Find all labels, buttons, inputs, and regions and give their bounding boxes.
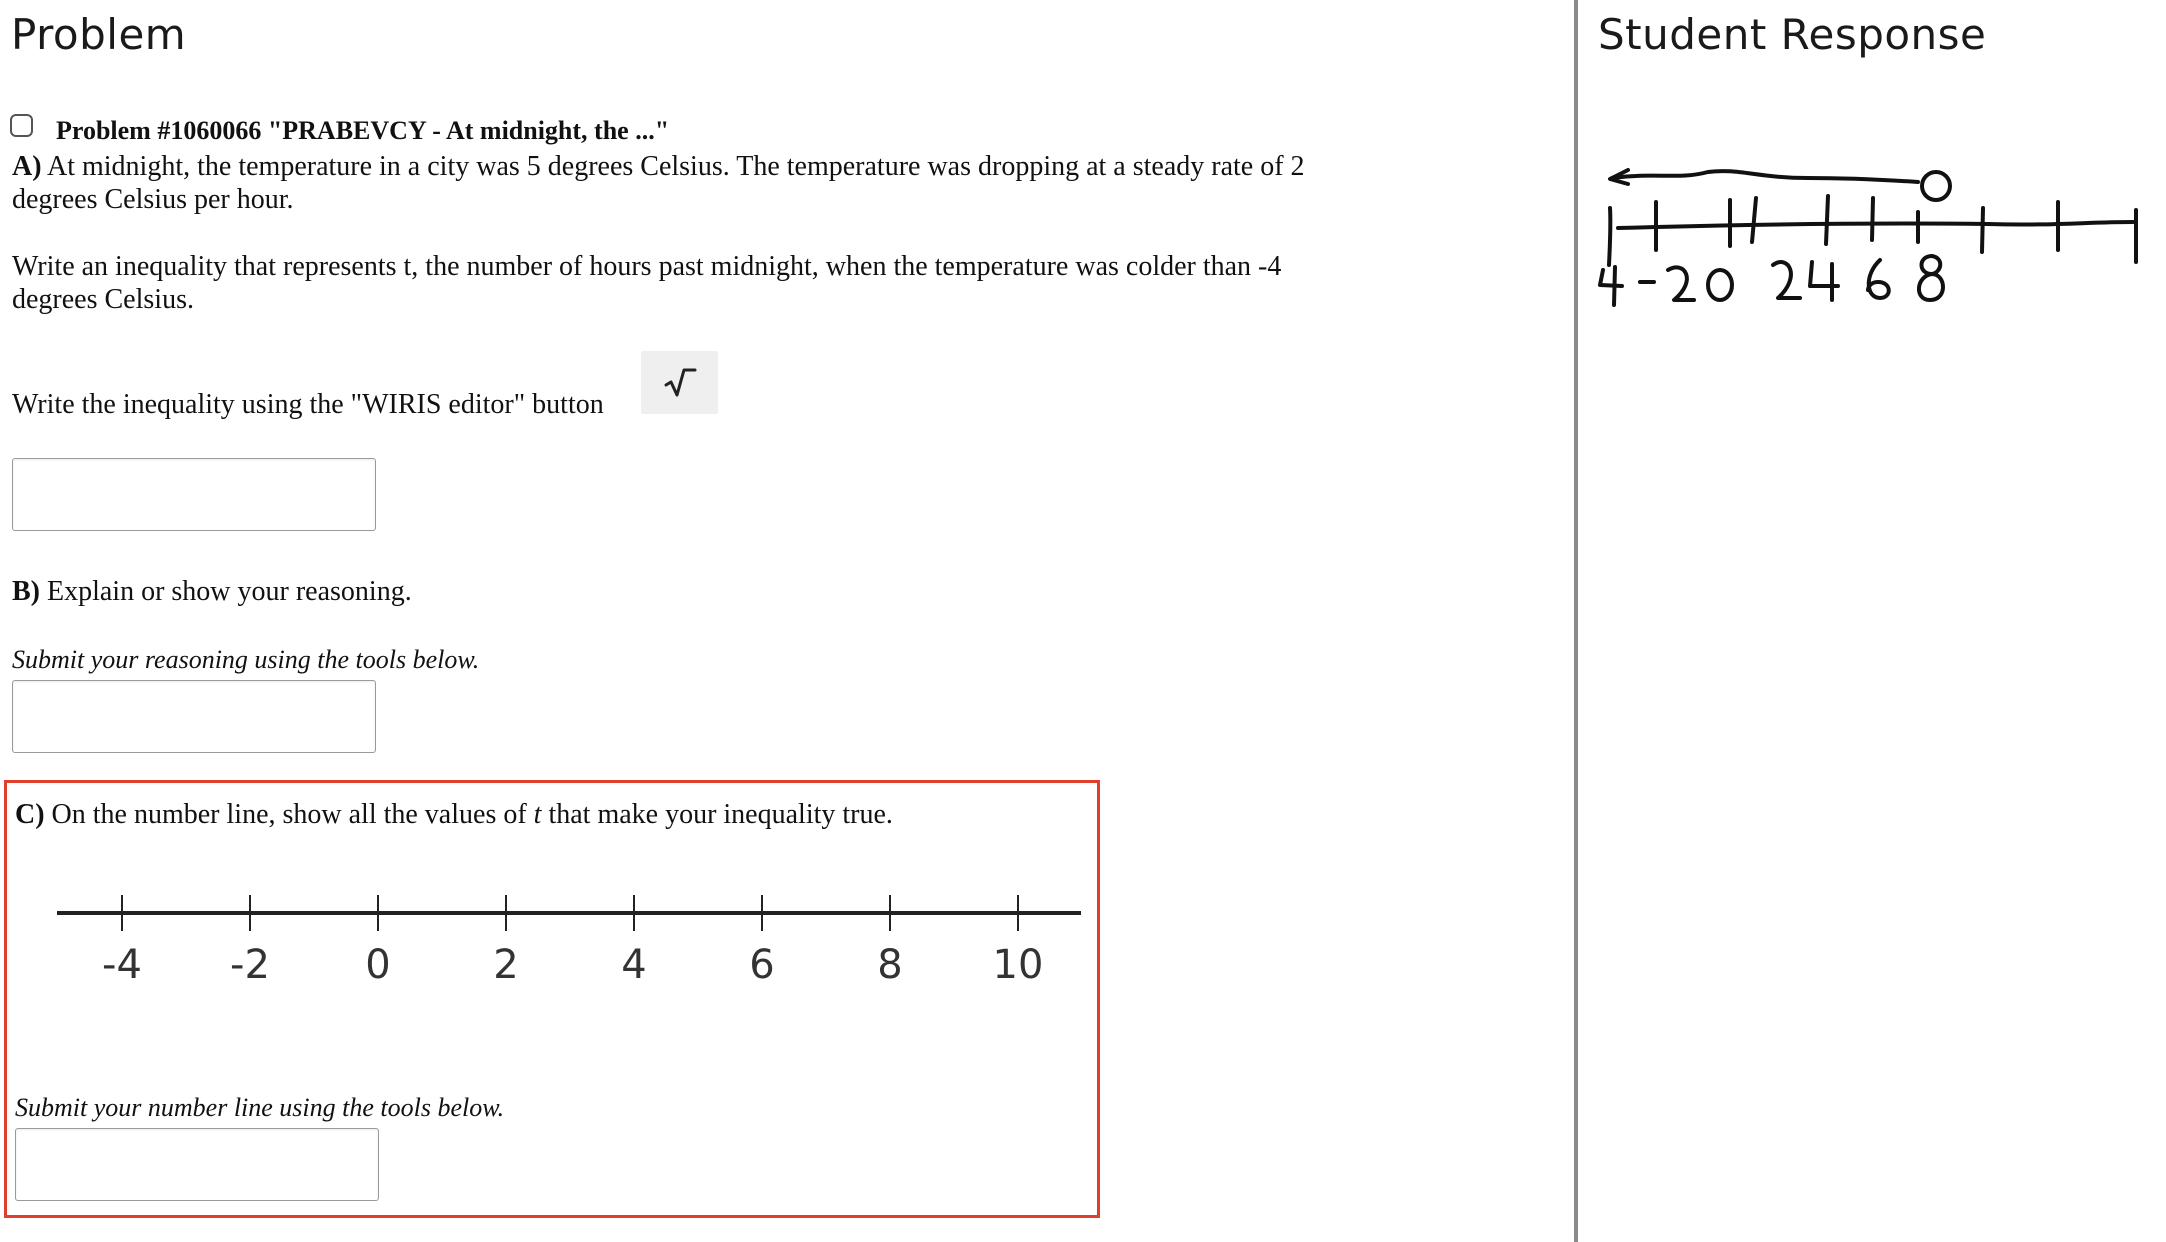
- part-c-label: C): [15, 799, 45, 830]
- part-c-text-after: that make your inequality true.: [541, 799, 893, 830]
- part-c-text-before: On the number line, show all the values of: [44, 799, 534, 830]
- number-line-tick-label: 2: [493, 942, 519, 988]
- part-a-text: [12, 150, 1312, 216]
- part-b-body: Explain or show your reasoning.: [40, 576, 412, 607]
- problem-header: Problem #1060066 "PRABEVCY - At midnight, the ...": [56, 116, 670, 145]
- number-line-tick-label: -4: [102, 942, 142, 988]
- student-response-pane: [1578, 0, 2166, 1242]
- number-line-answer-input[interactable]: [15, 1128, 379, 1201]
- wiris-instruction: Write the inequality using the "WIRIS editor" button: [12, 389, 604, 420]
- part-a-label: A): [12, 151, 42, 182]
- number-line-tick-label: 8: [877, 942, 903, 988]
- part-c-text: [15, 799, 893, 831]
- part-c-highlight-frame: [4, 780, 1100, 1218]
- part-c-variable: t: [533, 799, 542, 830]
- wiris-editor-button[interactable]: [641, 351, 718, 414]
- number-line-tick-label: 10: [992, 942, 1044, 988]
- reasoning-answer-input[interactable]: [12, 680, 376, 753]
- write-inequality-instruction: Write an inequality that represents t, the number of hours past midnight, when the temperature was colder than -4 degrees Celsius.: [12, 251, 1282, 315]
- problem-pane-title: Problem: [11, 10, 187, 59]
- inequality-answer-input[interactable]: [12, 458, 376, 531]
- handwritten-number-line-image: [1588, 150, 2148, 330]
- number-line-tick-label: 0: [365, 942, 391, 988]
- submit-reasoning-instruction: Submit your reasoning using the tools below.: [12, 645, 480, 674]
- problem-select-checkbox[interactable]: [10, 114, 33, 137]
- part-a-body: At midnight, the temperature in a city was 5 degrees Celsius. The temperature was dropping at a steady rate of 2 degrees Celsius per hour.: [12, 151, 1305, 215]
- number-line-tick-label: -2: [230, 942, 270, 988]
- number-line: [57, 883, 1097, 993]
- student-response-title: Student Response: [1598, 10, 1987, 59]
- part-b-text: [12, 575, 412, 608]
- number-line-tick-label: 4: [621, 942, 647, 988]
- square-root-icon: [663, 366, 697, 400]
- submit-number-line-instruction: Submit your number line using the tools below.: [15, 1093, 505, 1122]
- part-b-label: B): [12, 576, 40, 607]
- number-line-tick-label: 6: [749, 942, 775, 988]
